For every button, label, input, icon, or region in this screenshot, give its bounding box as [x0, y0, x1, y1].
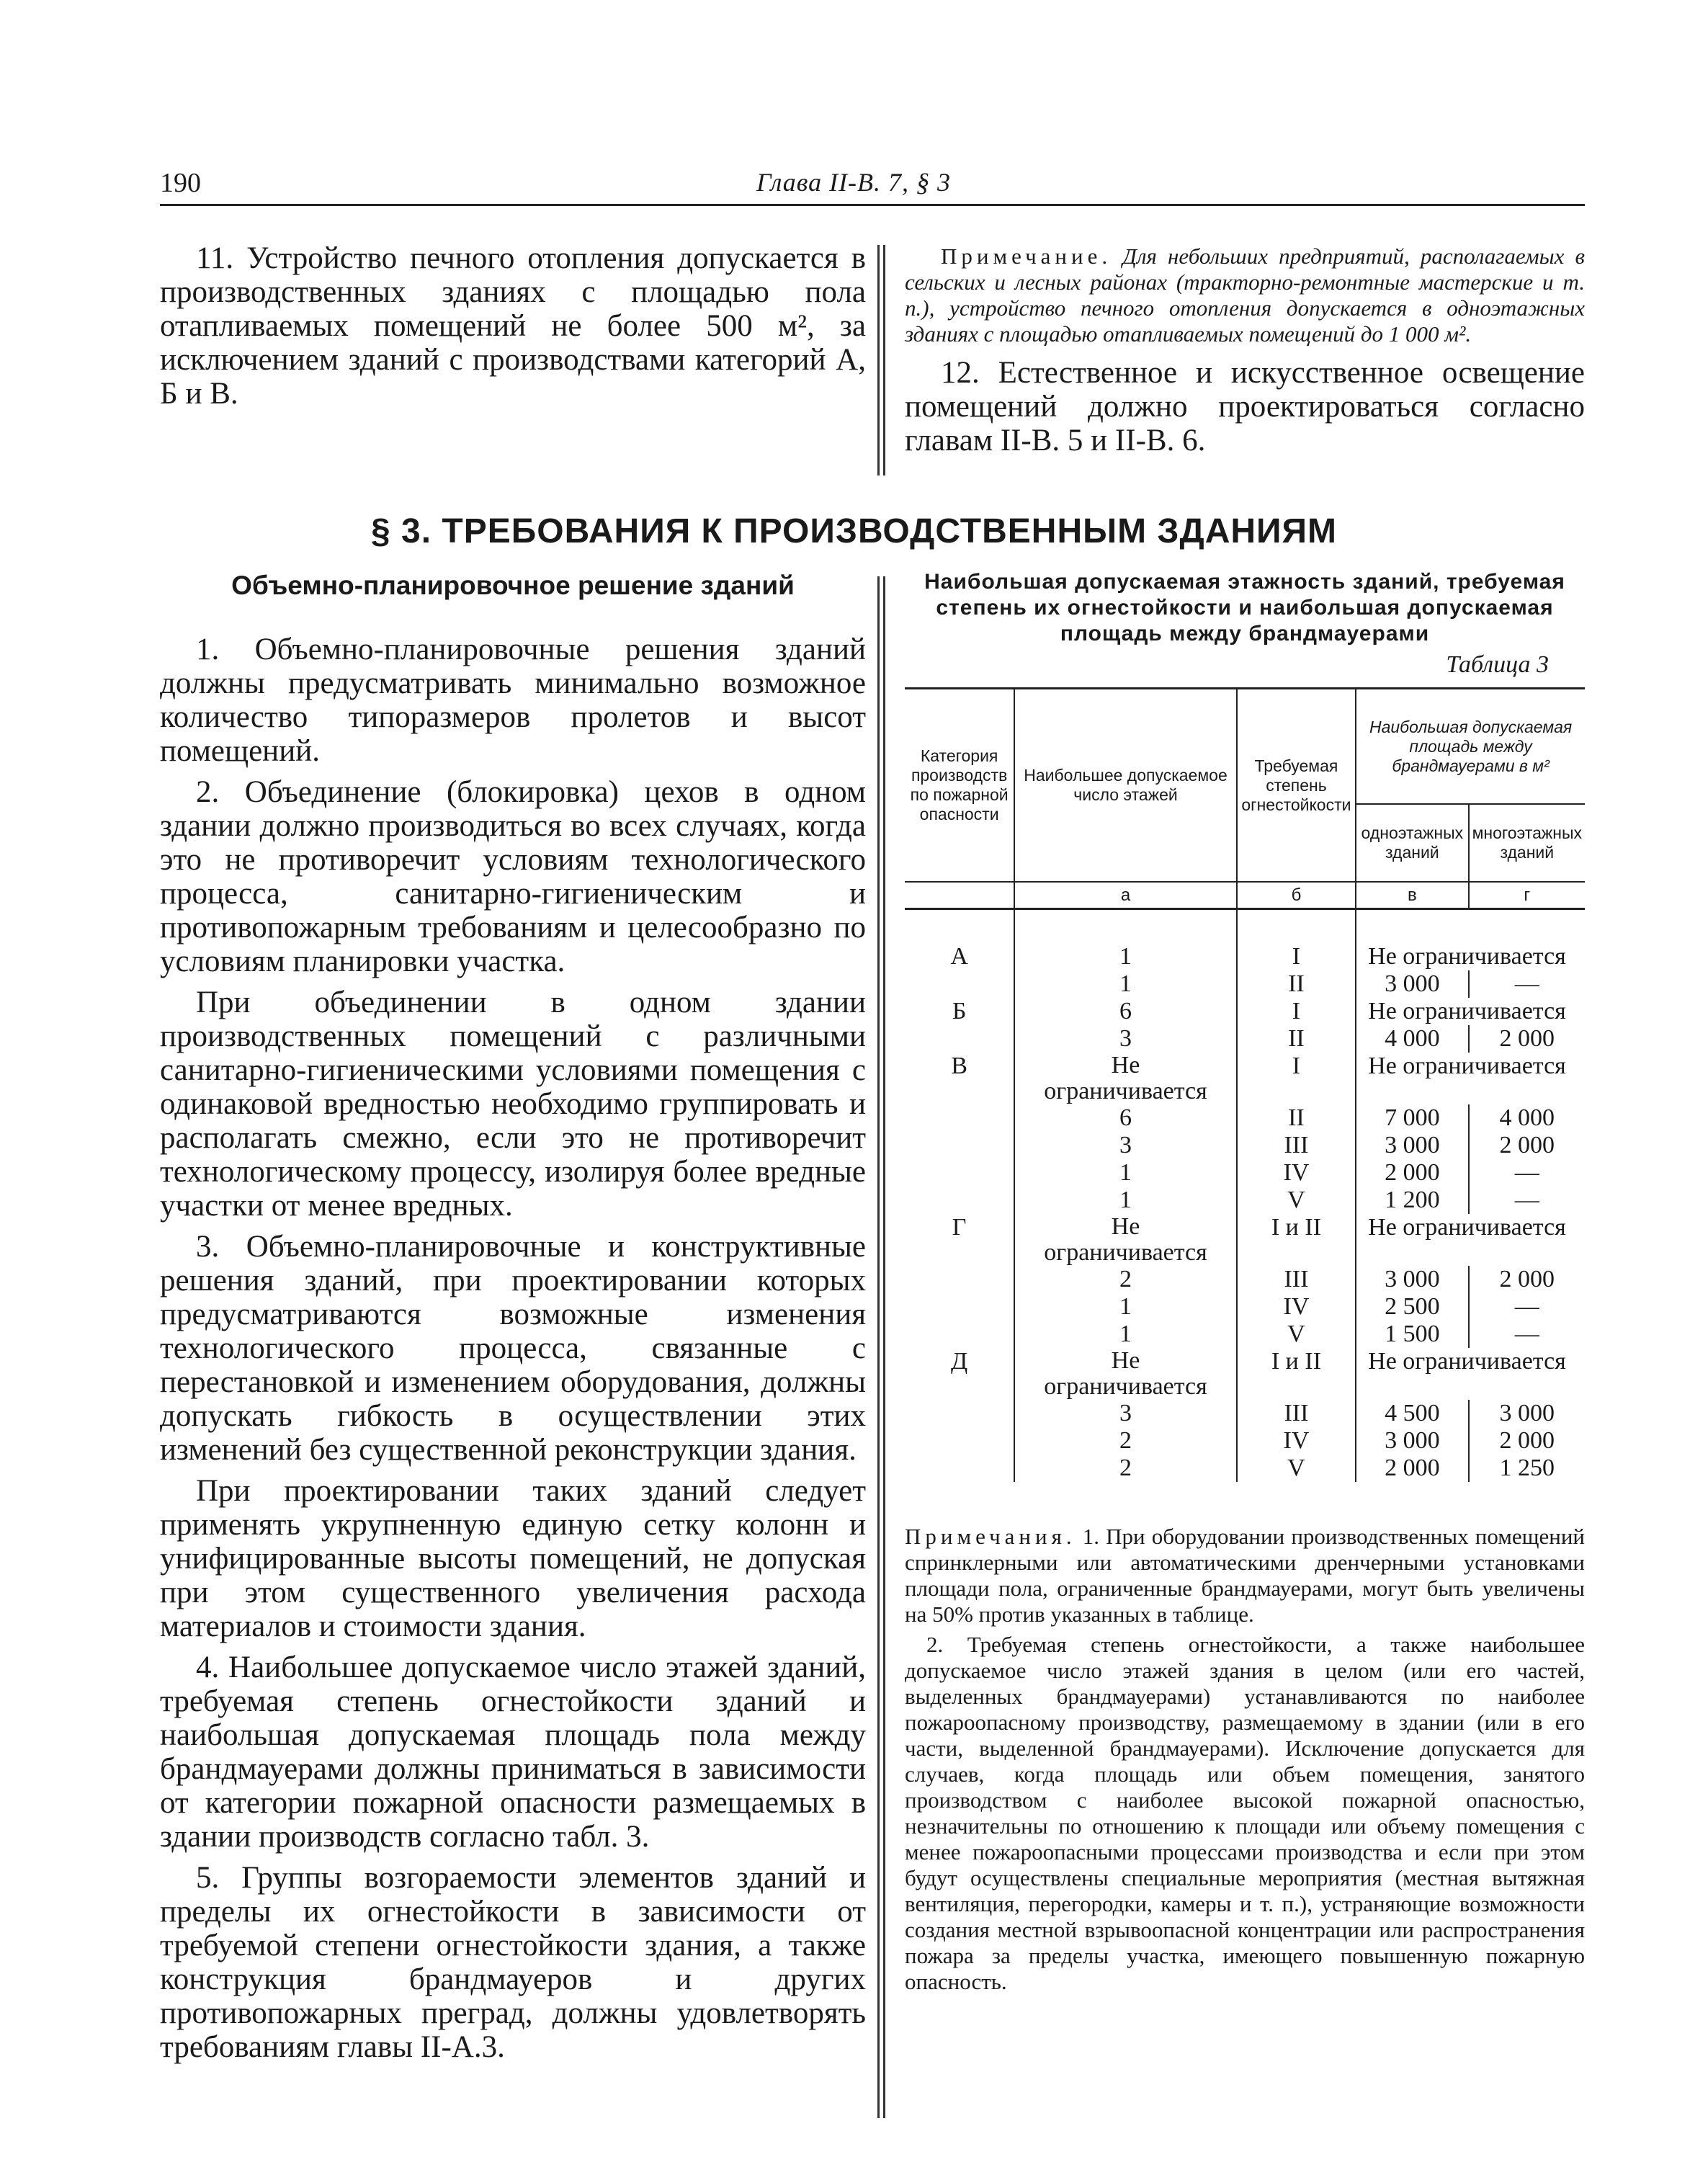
header-area: Наибольшая допускаемая площадь между брандмауерами в м²: [1356, 689, 1585, 805]
table-block: [905, 569, 1585, 1995]
cell-floors: 3: [1014, 1400, 1237, 1427]
header-floors: Наибольшее допускаемое число этажей: [1014, 689, 1237, 883]
paragraph-1: 1. Объемно-планировочные решения зданий должны предусматривать минимально возможное количество типоразмеров пролетов и высот помещений.: [160, 633, 866, 768]
cell-floors: 1: [1014, 1187, 1237, 1214]
cell-category: [905, 1400, 1014, 1427]
cell-area-multi-storey: —: [1514, 1159, 1539, 1186]
cell-floors: 1: [1014, 970, 1237, 998]
subheading: Объемно-планировочное решение зданий: [231, 571, 795, 600]
cell-area-multi-storey: —: [1514, 1321, 1539, 1347]
cell-fire-resistance: V: [1237, 1187, 1356, 1214]
table-label: Таблица 3: [1446, 651, 1549, 678]
cell-fire-resistance: II: [1237, 1104, 1356, 1132]
cell-category: В: [951, 1053, 967, 1079]
column-rule-2: [883, 576, 885, 2118]
cell-category: [905, 1187, 1014, 1214]
table-3: [905, 687, 1585, 1482]
notes-label: Примечания.: [905, 1524, 1076, 1549]
cell-fire-resistance: III: [1237, 1132, 1356, 1159]
cell-area-multi-storey: 4 000: [1499, 1104, 1555, 1131]
table-row: [905, 970, 1585, 998]
item-11: 11. Устройство печного отопления допускается в производственных зданиях с площадью пола отапливаемых помещений не более 500 м², за исключением зданий с производствами категорий А, Б и В.: [160, 241, 866, 411]
table-notes: [905, 1524, 1585, 1995]
paragraph-4: 4. Наибольшее допускаемое число этажей зданий, требуемая степень огнестойкости зданий и наибольшая допускаемая площадь пола между брандмауерами должны приниматься в зависимости от категории пожарной опасности размещаемых в здании производств согласно табл. 3.: [160, 1651, 866, 1854]
cell-fire-resistance: I: [1237, 943, 1356, 970]
table-row: [905, 1159, 1585, 1187]
cell-floors: 1: [1014, 943, 1237, 970]
column-rule-top-2: [883, 245, 885, 475]
cell-fire-resistance: II: [1237, 1025, 1356, 1053]
top-right-column: [905, 244, 1585, 465]
cell-area-one-storey: 2 000: [1356, 1455, 1468, 1482]
cell-category: [905, 1159, 1014, 1187]
cell-area-one-storey: 7 000: [1356, 1104, 1468, 1132]
cell-area-one-storey: 4 000: [1356, 1025, 1468, 1053]
item-12: 12. Естественное и искусственное освещение помещений должно проектироваться согласно главам II-В. 5 и II-В. 6.: [905, 356, 1585, 457]
cell-floors: 1: [1014, 1159, 1237, 1187]
cell-category: Г: [952, 1214, 967, 1241]
column-rule-1: [877, 576, 880, 2118]
cell-area-multi-storey: —: [1514, 1293, 1539, 1320]
header-rule: [160, 204, 1585, 206]
left-column: [160, 569, 866, 2071]
cell-area-multi-storey: 3 000: [1499, 1400, 1555, 1426]
cell-floors: 2: [1014, 1266, 1237, 1293]
cell-area-multi-storey: 2 000: [1499, 1025, 1555, 1052]
cell-area-multi-storey: 2 000: [1499, 1427, 1555, 1454]
cell-area-one-storey: 1 500: [1356, 1321, 1468, 1348]
table-row: [905, 1293, 1585, 1321]
cell-floors: 6: [1014, 1104, 1237, 1132]
table-body: [905, 909, 1585, 1483]
cell-fire-resistance: IV: [1237, 1427, 1356, 1455]
cell-category: [905, 1266, 1014, 1293]
cell-fire-resistance: IV: [1237, 1159, 1356, 1187]
table-row: [905, 943, 1585, 970]
cell-category: [905, 1455, 1014, 1482]
cell-fire-resistance: I: [1237, 998, 1356, 1025]
cell-area-span: Не ограничивается: [1356, 1053, 1585, 1104]
table-row: [905, 1400, 1585, 1427]
cell-area-one-storey: 3 000: [1356, 1266, 1468, 1293]
table-row: [905, 1427, 1585, 1455]
cell-fire-resistance: IV: [1237, 1293, 1356, 1321]
cell-category: [905, 1104, 1014, 1132]
cell-category: Б: [952, 998, 967, 1024]
cell-category: [905, 1427, 1014, 1455]
cell-fire-resistance: II: [1237, 970, 1356, 998]
section-title: § 3. ТРЕБОВАНИЯ К ПРОИЗВОДСТВЕННЫМ ЗДАНИЯМ: [371, 512, 1337, 550]
cell-floors: Не ограничивается: [1014, 1214, 1237, 1266]
cell-category: А: [950, 943, 968, 970]
cell-area-one-storey: 4 500: [1356, 1400, 1468, 1427]
heating-note-text: Для небольших предприятий, располагаемых в сельских и лесных районах (тракторно-ремонтные мастерские и т. п.), устройство печного отопления допускается в одноэтажных зданиях с площадью отапливаемых помещений до 1 000 м².: [905, 244, 1585, 347]
header-col-g: г: [1469, 882, 1585, 909]
cell-area-one-storey: 2 000: [1356, 1159, 1468, 1187]
cell-floors: 2: [1014, 1455, 1237, 1482]
table-row: [905, 1187, 1585, 1214]
table-row: [905, 1348, 1585, 1400]
cell-category: [905, 1025, 1014, 1053]
cell-area-one-storey: 1 200: [1356, 1187, 1468, 1214]
cell-floors: 3: [1014, 1025, 1237, 1053]
heating-note: [905, 244, 1585, 347]
cell-area-one-storey: 2 500: [1356, 1293, 1468, 1321]
cell-category: [905, 970, 1014, 998]
cell-fire-resistance: V: [1237, 1455, 1356, 1482]
cell-floors: Не ограничивается: [1014, 1348, 1237, 1400]
cell-area-span: Не ограничивается: [1356, 943, 1585, 970]
cell-category: [905, 1293, 1014, 1321]
note-1-text: 1. При оборудовании производственных помещений спринклерными или автоматическими дренчерными установками площади пола, ограниченные брандмауерами, могут быть увеличены на 50% против указанных в таблице.: [905, 1524, 1586, 1627]
paragraph-3-cont: При проектировании таких зданий следует применять укрупненную единую сетку колонн и унифицированные высоты помещений, не допуская при этом существенного увеличения расхода материалов и стоимости здания.: [160, 1474, 866, 1643]
heating-note-label: Примечание.: [941, 244, 1112, 269]
cell-fire-resistance: I: [1237, 1053, 1356, 1104]
cell-area-span: Не ограничивается: [1356, 1214, 1585, 1266]
cell-area-multi-storey: 2 000: [1499, 1132, 1555, 1158]
cell-area-multi-storey: —: [1514, 970, 1539, 997]
table-row: [905, 1321, 1585, 1348]
table-row: [905, 1455, 1585, 1482]
running-title: Глава II-В. 7, § 3: [756, 168, 952, 197]
cell-fire-resistance: V: [1237, 1321, 1356, 1348]
cell-area-one-storey: 3 000: [1356, 1427, 1468, 1455]
table-row: [905, 998, 1585, 1025]
cell-floors: Не ограничивается: [1014, 1053, 1237, 1104]
header-col-a: а: [1014, 882, 1237, 909]
paragraph-5: 5. Группы возгораемости элементов зданий и пределы их огнестойкости в зависимости от требуемой степени огнестойкости здания, а также конструкция брандмауеров и других противопожарных преград, должны удовлетворять требованиям главы II-А.3.: [160, 1861, 866, 2064]
header-category: Категория производств по пожарной опасности: [905, 689, 1014, 883]
table-title: Наибольшая допускаемая этажность зданий, требуемая степень их огнестойкости и наибольшая допускаемая площадь между брандмауерами: [924, 570, 1565, 646]
paragraph-2-cont: При объединении в одном здании производственных помещений с различными санитарно-гигиеническими условиями помещения с одинаковой вредностью необходимо группировать и располагать смежно, если это не противоречит технологическому процессу, изолируя более вредные участки от менее вредных.: [160, 986, 866, 1223]
cell-fire-resistance: III: [1237, 1266, 1356, 1293]
table-row: [905, 1214, 1585, 1266]
cell-floors: 6: [1014, 998, 1237, 1025]
table-row: [905, 1266, 1585, 1293]
cell-category: [905, 1132, 1014, 1159]
cell-floors: 1: [1014, 1321, 1237, 1348]
cell-fire-resistance: III: [1237, 1400, 1356, 1427]
cell-area-multi-storey: 2 000: [1499, 1266, 1555, 1292]
header-one-storey: одноэтажных зданий: [1356, 804, 1468, 882]
cell-category: Д: [951, 1348, 968, 1375]
cell-area-span: Не ограничивается: [1356, 998, 1585, 1025]
note-2: 2. Требуемая степень огнестойкости, а также наибольшее допускаемое число этажей здания в целом (или его частей, выделенных брандмауерами) устанавливаются по наиболее пожароопасному производству, размещаемому в здании (или в его части, выделенной брандмауерами). Исключение допускается для случаев, когда площадь или объем помещения, занятого производством с наиболее высокой пожарной опасностью, незначительны по отношению к площади или объему помещения с менее пожароопасными процессами производства и если при этом будут осуществлены специальные мероприятия (местная вытяжная вентиляция, перегородки, камеры и т. п.), устраняющие возможности создания местной взрывоопасной концентрации или распространения пожара за пределы участка, имеющего повышенную пожарную опасность.: [905, 1632, 1585, 1994]
header-col-b: б: [1237, 882, 1356, 909]
table-row: [905, 1053, 1585, 1104]
header-multi-storey: многоэтажных зданий: [1469, 804, 1585, 882]
page-number: 190: [160, 168, 201, 198]
paragraph-3: 3. Объемно-планировочные и конструктивные решения зданий, при проектировании которых предусматриваются возможные изменения технологического процесса, связанные с перестановкой и изменением оборудования, должны допускать гибкость в осуществлении этих изменений без существенной реконструкции здания.: [160, 1230, 866, 1467]
cell-fire-resistance: I и II: [1237, 1348, 1356, 1400]
cell-floors: 1: [1014, 1293, 1237, 1321]
note-1: [905, 1524, 1585, 1627]
column-rule-top-1: [877, 245, 880, 475]
cell-fire-resistance: I и II: [1237, 1214, 1356, 1266]
cell-area-span: Не ограничивается: [1356, 1348, 1585, 1400]
header-fire-resistance: Требуемая степень огнестойкости: [1237, 689, 1356, 883]
cell-floors: 3: [1014, 1132, 1237, 1159]
cell-area-multi-storey: —: [1514, 1187, 1539, 1213]
header-col-blank: [905, 882, 1014, 909]
cell-area-one-storey: 3 000: [1356, 1132, 1468, 1159]
cell-category: [905, 1321, 1014, 1348]
table-row: [905, 1104, 1585, 1132]
cell-floors: 2: [1014, 1427, 1237, 1455]
header-col-v: в: [1356, 882, 1468, 909]
cell-area-multi-storey: 1 250: [1499, 1455, 1555, 1481]
table-row: [905, 1025, 1585, 1053]
cell-area-one-storey: 3 000: [1356, 970, 1468, 998]
table-row: [905, 1132, 1585, 1159]
paragraph-2: 2. Объединение (блокировка) цехов в одном здании должно производиться во всех случаях, когда это не противоречит условиям технологического процесса, санитарно-гигиеническим и противопожарным требованиям и целесообразно по условиям планировки участка.: [160, 775, 866, 978]
